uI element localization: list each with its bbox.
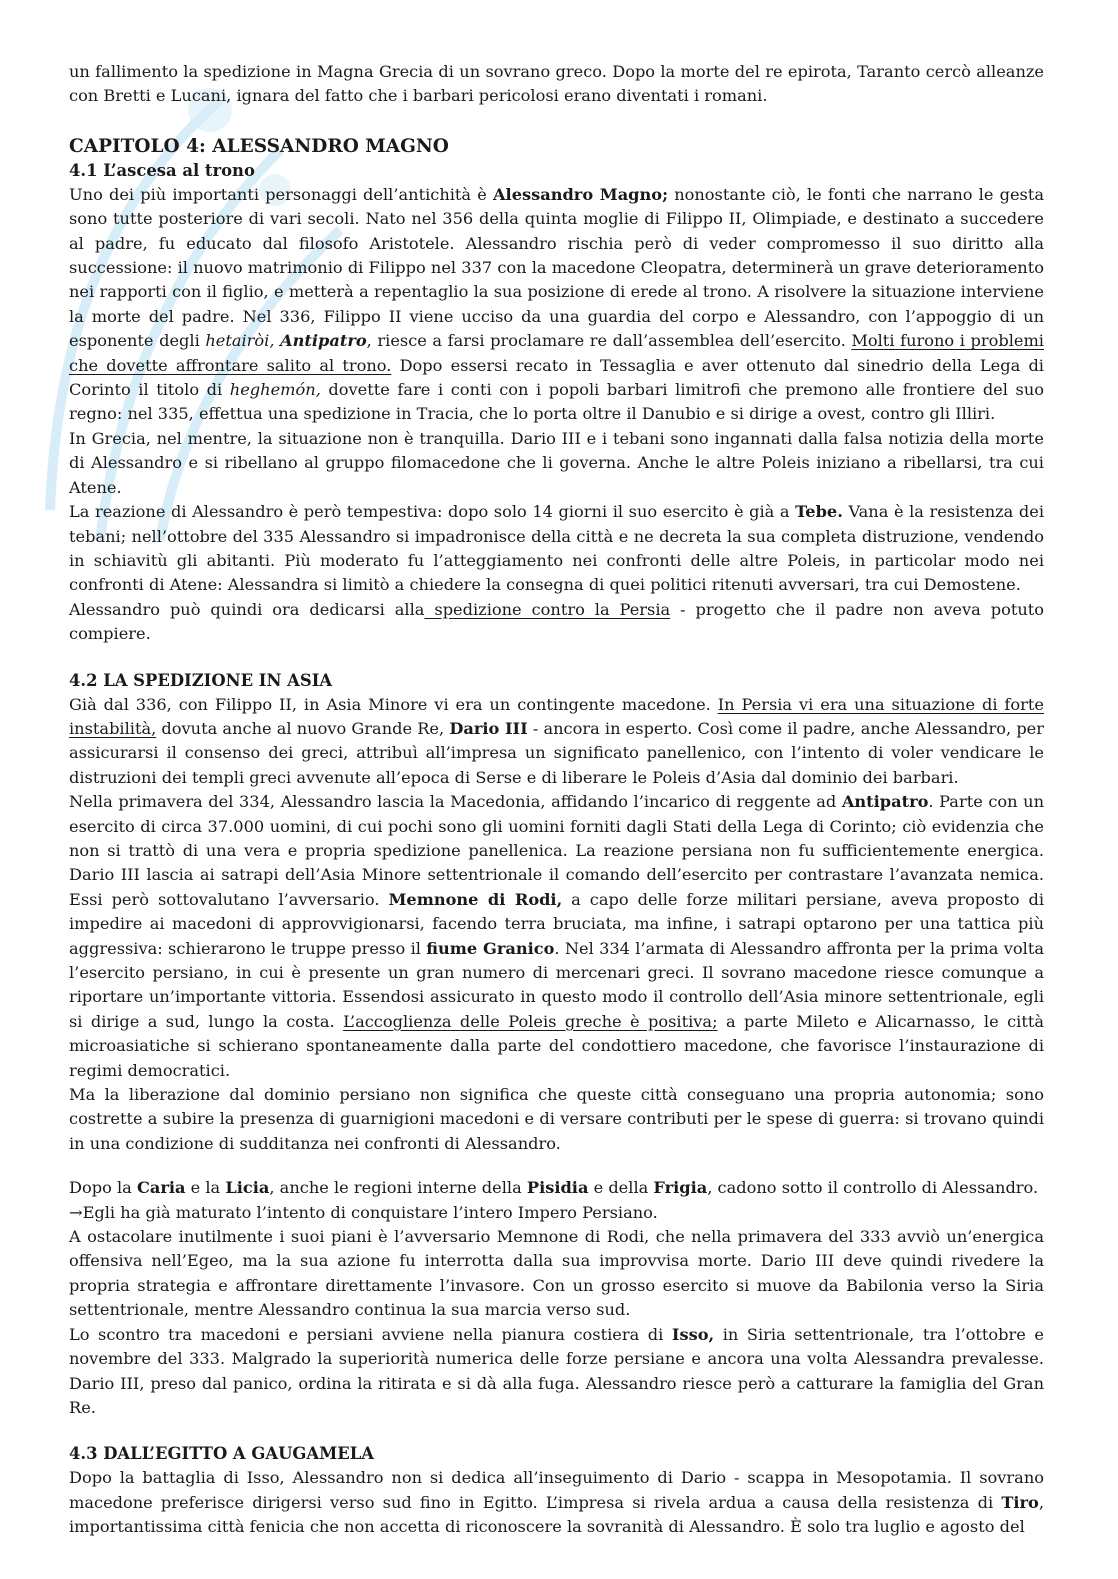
paragraph	[69, 1201, 1044, 1225]
paragraph	[69, 500, 1044, 598]
emphasis-text: heghemón,	[229, 380, 321, 400]
emphasis-text: Pisidia	[526, 1178, 589, 1198]
emphasis-text: Caria	[136, 1178, 186, 1198]
paragraph	[69, 1323, 1044, 1421]
paragraph	[69, 183, 1044, 427]
section-4-3	[69, 1442, 1044, 1539]
text-run: , anche le regioni interne della	[269, 1178, 527, 1198]
emphasis-text: Isso,	[671, 1324, 715, 1344]
emphasis-text: Frigia	[653, 1178, 708, 1198]
paragraph	[69, 1466, 1044, 1539]
emphasis-text: Memnone di Rodi,	[388, 889, 563, 909]
emphasis-text: Antipatro	[841, 792, 929, 812]
text-run: un fallimento la spedizione in Magna Grecia di un sovrano greco. Dopo la morte del re epirota, Taranto cercò alleanze con Bretti e Lucani, ignara del fatto che i barbari pericolosi erano diventati i romani.	[69, 62, 1044, 106]
text-run: In Grecia, nel mentre, la situazione non è tranquilla. Dario III e i tebani sono ingannati dalla falsa notizia della morte di Alessandro e si ribellano al gruppo filomacedone che li governa. Anche le altre Poleis iniziano a ribellarsi, tra cui Atene.	[69, 428, 1044, 497]
text-run: Già dal 336, con Filippo II, in Asia Minore vi era un contingente macedone.	[69, 694, 718, 714]
text-run: a capo delle forze militari persiane, aveva proposto di impedire ai macedoni di approvvigionarsi, facendo terra bruciata, ma infine, i satrapi optarono per una tattica più aggressiva: schierarono le truppe presso il	[69, 889, 1044, 958]
section-4-1	[69, 159, 1044, 647]
text-run: , riesce a farsi proclamare re dall’assemblea dell’esercito.	[366, 331, 852, 351]
text-run: dovette fare i conti con i popoli barbari limitrofi che premono alle frontiere del suo regno: nel 335, effettua una spedizione in Tracia, che lo porta oltre il Danubio e si dirige a ovest, contro gli Illiri.	[69, 380, 1044, 424]
text-run: - ancora in esperto. Così come il padre, anche Alessandro, per assicurarsi il consenso dei greci, attribuì all’impresa un significato panellenico, con l’intento di voler vendicare le distruzioni dei templi greci avvenute all’epoca di Serse e di liberare le Poleis d’Asia dal dominio dei barbari.	[69, 718, 1045, 787]
text-run: e la	[185, 1178, 226, 1198]
emphasis-text: Molti furono i problemi che dovette affrontare salito al trono.	[69, 331, 1044, 375]
document-page	[69, 60, 1044, 1540]
paragraph	[69, 790, 1044, 1083]
text-run: →Egli ha già maturato l’intento di conquistare l’intero Impero Persiano.	[69, 1202, 658, 1222]
text-run: Lo scontro tra macedoni e persiani avviene nella pianura costiera di	[69, 1324, 672, 1344]
text-run: e della	[588, 1178, 654, 1198]
text-run: Uno dei più importanti personaggi dell’antichità è	[69, 184, 493, 204]
text-run: A ostacolare inutilmente i suoi piani è l’avversario Memnone di Rodi, che nella primavera del 333 avviò un’energica offensiva nell’Egeo, ma la sua azione fu interrotta dalla sua improvvisa morte. Dario III deve quindi rivedere la propria strategia e affrontare direttamente l’invasore. Con un grosso esercito si muove da Babilonia verso la Siria settentrionale, mentre Alessandro continua la sua marcia verso sud.	[69, 1227, 1044, 1320]
emphasis-text: hetairòi,	[205, 331, 275, 351]
text-run: Alessandro può quindi ora dedicarsi alla	[69, 599, 425, 619]
text-run: , importantissima città fenicia che non accetta di riconoscere la sovranità di Alessandro. È solo tra luglio e agosto del	[69, 1492, 1044, 1537]
emphasis-text: In Persia vi era una situazione di forte instabilità,	[69, 694, 1044, 738]
paragraph	[69, 1083, 1044, 1156]
emphasis-text: Alessandro Magno;	[492, 184, 669, 204]
emphasis-text: Dario III	[449, 718, 528, 738]
text-run: a parte Mileto e Alicarnasso, le città microasiatiche si schierano spontaneamente dalla parte del condottiero macedone, che favorisce l’instaurazione di regimi democratici.	[69, 1011, 1044, 1080]
text-run: La reazione di Alessandro è però tempestiva: dopo solo 14 giorni il suo esercito è già a	[69, 502, 796, 522]
emphasis-text: Tebe.	[795, 502, 843, 522]
text-run: Ma la liberazione dal dominio persiano non significa che queste città conseguano una propria autonomia; sono costrette a subire la presenza di guarnigioni macedoni e di versare contributi per le spese di guerra: si trovano quindi in una condizione di sudditanza nei confronti di Alessandro.	[69, 1085, 1044, 1153]
paragraph	[69, 1176, 1044, 1200]
text-run: Dopo la battaglia di Isso, Alessandro non si dedica all’inseguimento di Dario - scappa in Mesopotamia. Il sovrano macedone preferisce dirigersi verso sud fino in Egitto. L’impresa si rivela ardua a causa della resistenza di	[69, 1468, 1044, 1512]
section-title: 4.1 L’ascesa al trono	[69, 160, 255, 180]
emphasis-text: fiume Granico	[426, 938, 555, 958]
text-run: - progetto che il padre non aveva potuto compiere.	[69, 599, 1044, 644]
text-run: in Siria settentrionale, tra l’ottobre e novembre del 333. Malgrado la superiorità numerica delle forze persiane e ancora una volta Alessandra prevalesse. Dario III, preso dal panico, ordina la ritirata e si dà alla fuga. Alessandro riesce però a catturare la famiglia del Gran Re.	[69, 1324, 1044, 1417]
emphasis-text: Tiro	[1001, 1492, 1039, 1512]
emphasis-text: Antipatro	[280, 331, 367, 351]
paragraph	[69, 598, 1044, 647]
text-run: Dopo essersi recato in Tessaglia e aver ottenuto dal sinedrio della Lega di Corinto il titolo di	[69, 355, 1044, 400]
chapter-title: CAPITOLO 4: ALESSANDRO MAGNO	[69, 135, 449, 157]
section-4-2	[69, 669, 1044, 1421]
text-run: Nella primavera del 334, Alessandro lascia la Macedonia, affidando l’incarico di reggente ad	[69, 792, 842, 812]
paragraph	[69, 427, 1044, 500]
text-run: . Nel 334 l’armata di Alessandro affronta per la prima volta l’esercito persiano, in cui è presente un gran numero di mercenari greci. Il sovrano macedone riesce comunque a riportare un’importante vittoria. Essendosi assicurato in questo modo il controllo dell’Asia minore settentrionale, egli si dirige a sud, lungo la costa.	[69, 938, 1044, 1031]
text-run: , cadono sotto il controllo di Alessandro.	[707, 1178, 1039, 1198]
text-run: nonostante ciò, le fonti che narrano le gesta sono tutte posteriore di vari secoli. Nato nel 356 della quinta moglie di Filippo II, Olimpiade, e destinato a succedere al padre, fu educato dal filosofo Aristotele. Alessandro rischia però di veder compromesso il suo diritto alla successione: il nuovo matrimonio di Filippo nel 337 con la macedone Cleopatra, determinerà un grave deterioramento nei rapporti con il figlio, e metterà a repentaglio la sua posizione di erede al trono. A risolvere la situazione interviene la morte del padre. Nel 336, Filippo II viene ucciso da una guardia del corpo e Alessandro, con l’appoggio di un esponente degli	[69, 184, 1044, 351]
text-run: dovuta anche al nuovo Grande Re,	[156, 718, 450, 738]
emphasis-text: L’accoglienza delle Poleis greche è positiva;	[343, 1011, 718, 1031]
section-title: 4.3 DALL’EGITTO A GAUGAMELA	[69, 1444, 374, 1464]
paragraph	[69, 693, 1044, 791]
text-run: Dopo la	[69, 1178, 137, 1198]
text-run: Vana è la resistenza dei tebani; nell’ottobre del 335 Alessandro si impadronisce della città e ne decreta la sua completa distruzione, vendendo in schiavitù gli abitanti. Più moderato fu l’atteggiamento nei confronti delle altre Poleis, in particolar modo nei confronti di Atene: Alessandra si limitò a chiedere la consegna di quei politici ritenuti avversari, tra cui Demostene.	[69, 502, 1045, 595]
text-run: . Parte con un esercito di circa 37.000 uomini, di cui pochi sono gli uomini forniti dagli Stati della Lega di Corinto; ciò evidenzia che non si trattò di una vera e propria spedizione panellenica. La reazione persiana non fu sufficientemente energica. Dario III lascia ai satrapi dell’Asia Minore settentrionale il comando dell’esercito per contrastare l’avanzata nemica. Essi però sottovalutano l’avversario.	[69, 792, 1044, 909]
intro-paragraph	[69, 60, 1044, 109]
paragraph	[69, 1225, 1044, 1323]
emphasis-text: spedizione contro la Persia	[424, 599, 671, 619]
section-title: 4.2 LA SPEDIZIONE IN ASIA	[69, 670, 333, 690]
emphasis-text: Licia	[225, 1178, 270, 1198]
